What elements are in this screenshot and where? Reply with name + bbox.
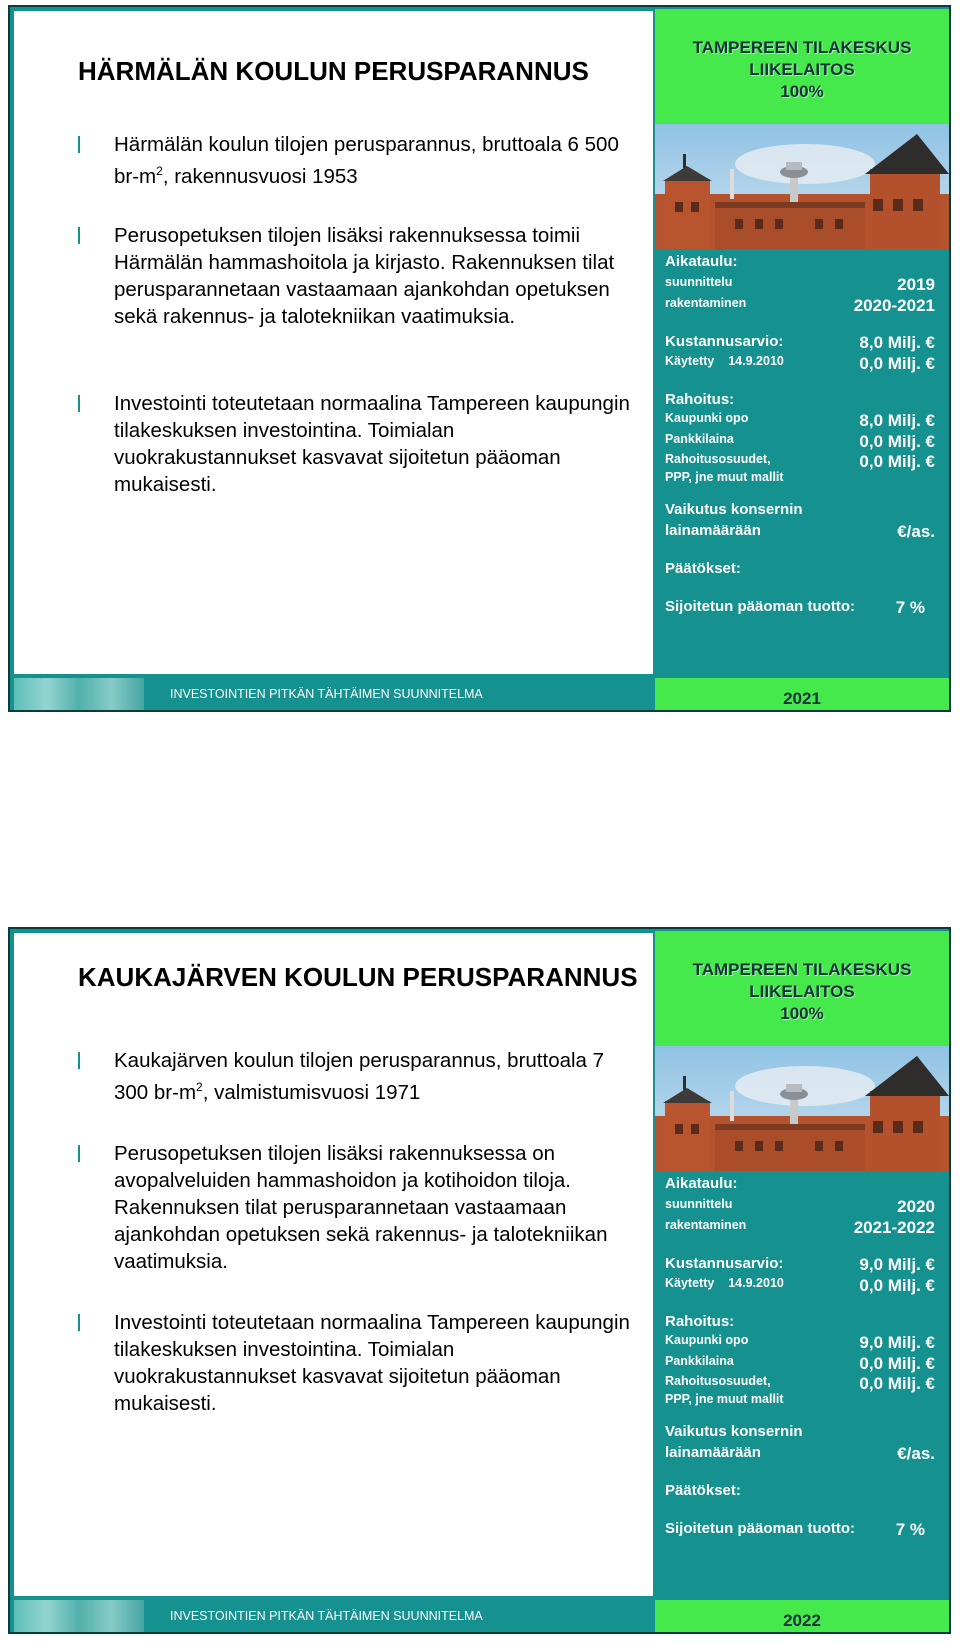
city-funding-label: Kaupunki opo <box>665 411 749 425</box>
bullet-marker <box>78 136 80 153</box>
planning-value: 2019 <box>897 275 935 294</box>
cost-estimate-value: 9,0 Milj. € <box>859 1255 935 1274</box>
footer-text: INVESTOINTIEN PITKÄN TÄHTÄIMEN SUUNNITELMA <box>170 687 483 701</box>
footer-year: 2021 <box>655 678 949 710</box>
footer-thumbnail-strip <box>14 1600 144 1632</box>
return-value: 7 % <box>895 598 925 617</box>
org-name: TAMPEREEN TILAKESKUS <box>692 960 912 979</box>
schedule-heading: Aikataulu: <box>665 253 738 270</box>
funding-shares-label: Rahoitusosuudet, <box>665 1374 771 1388</box>
planning-label: suunnittelu <box>665 275 733 289</box>
bullet-superscript: 2 <box>196 1080 203 1094</box>
bank-loan-value: 0,0 Milj. € <box>859 1354 935 1373</box>
used-value: 0,0 Milj. € <box>859 1276 935 1295</box>
bank-loan-label: Pankkilaina <box>665 1354 734 1368</box>
organization-box <box>655 9 949 124</box>
bullet-text: Härmälän koulun tilojen perusparannus, bruttoala 6 500 br-m <box>114 133 619 188</box>
bullet-item <box>78 1140 634 1275</box>
return-label: Sijoitetun pääoman tuotto: <box>665 1520 855 1537</box>
city-funding-value: 8,0 Milj. € <box>859 411 935 430</box>
planning-value: 2020 <box>897 1197 935 1216</box>
bullet-marker <box>78 1145 80 1162</box>
cost-estimate-label: Kustannusarvio: <box>665 1255 784 1272</box>
used-label: Käytetty 14.9.2010 <box>665 1276 784 1290</box>
org-share: 100% <box>780 82 824 101</box>
cost-estimate-label: Kustannusarvio: <box>665 333 784 350</box>
impact-label-line2: lainamäärään <box>665 522 761 539</box>
bullet-marker <box>78 395 80 412</box>
bullet-item <box>78 222 634 330</box>
bank-loan-value: 0,0 Milj. € <box>859 432 935 451</box>
impact-value: €/as. <box>897 1444 935 1463</box>
footer-thumbnail-strip <box>14 678 144 710</box>
footer-text: INVESTOINTIEN PITKÄN TÄHTÄIMEN SUUNNITELMA <box>170 1609 483 1623</box>
bank-loan-label: Pankkilaina <box>665 432 734 446</box>
funding-shares-value: 0,0 Milj. € <box>859 1374 935 1393</box>
building-photo-image <box>655 124 949 249</box>
city-funding-value: 9,0 Milj. € <box>859 1333 935 1352</box>
used-value: 0,0 Milj. € <box>859 354 935 373</box>
bullet-text-tail: , valmistumisvuosi 1971 <box>202 1080 421 1104</box>
city-funding-label: Kaupunki opo <box>665 1333 749 1347</box>
org-type: LIIKELAITOS <box>749 982 855 1001</box>
bullet-text: Perusopetuksen tilojen lisäksi rakennuksessa on avopalveluiden hammashoidon ja kotihoidon tiloja. Rakennuksen tilat perusparannetaan vastaamaan ajankohdan opetuksen sekä rakennus- ja talotekniikan vaatimuksia. <box>114 1142 608 1273</box>
bullet-text: Perusopetuksen tilojen lisäksi rakennuksessa toimii Härmälän hammashoitola ja kirjasto. Rakennuksen tilat perusparannetaan vastaamaan ajankohdan opetuksen sekä rakennus- ja talotekniikan vaatimuksia. <box>114 224 615 328</box>
ppp-label: PPP, jne muut mallit <box>665 1392 784 1406</box>
slide-content-panel <box>14 933 653 1596</box>
slide-1 <box>8 5 951 712</box>
footer-year: 2022 <box>655 1600 949 1632</box>
project-info-panel <box>655 7 949 670</box>
slide-2 <box>8 927 951 1634</box>
decisions-heading: Päätökset: <box>665 560 741 577</box>
organization-box <box>655 931 949 1046</box>
bullet-superscript: 2 <box>156 164 163 178</box>
funding-heading: Rahoitus: <box>665 391 735 408</box>
decisions-heading: Päätökset: <box>665 1482 741 1499</box>
project-info-panel <box>655 929 949 1592</box>
bullet-marker <box>78 1052 80 1069</box>
org-name: TAMPEREEN TILAKESKUS <box>692 38 912 57</box>
cost-estimate-value: 8,0 Milj. € <box>859 333 935 352</box>
impact-value: €/as. <box>897 522 935 541</box>
building-photo-image <box>655 1046 949 1171</box>
used-date: 14.9.2010 <box>728 1276 784 1290</box>
return-value: 7 % <box>895 1520 925 1539</box>
planning-label: suunnittelu <box>665 1197 733 1211</box>
schedule-section <box>665 253 935 620</box>
bullet-item <box>78 390 634 498</box>
bullet-text: Kaukajärven koulun tilojen perusparannus, bruttoala 7 300 br-m <box>114 1049 605 1104</box>
slide-footer <box>10 1596 949 1632</box>
bullet-item <box>78 1047 634 1106</box>
slide-title: HÄRMÄLÄN KOULUN PERUSPARANNUS <box>78 56 589 86</box>
schedule-section <box>665 1175 935 1542</box>
building-photo <box>655 124 949 249</box>
slide-title: KAUKAJÄRVEN KOULUN PERUSPARANNUS <box>78 962 638 992</box>
bullet-marker <box>78 1314 80 1331</box>
used-date: 14.9.2010 <box>728 354 784 368</box>
schedule-heading: Aikataulu: <box>665 1175 738 1192</box>
construction-value: 2021-2022 <box>853 1218 935 1237</box>
used-label: Käytetty 14.9.2010 <box>665 354 784 368</box>
bullet-item <box>78 1309 634 1417</box>
org-share: 100% <box>780 1004 824 1023</box>
bullet-text: Investointi toteutetaan normaalina Tampereen kaupungin tilakeskuksen investointina. Toimialan vuokrakustannukset kasvavat sijoitetun pääoman mukaisesti. <box>114 1311 630 1415</box>
building-photo <box>655 1046 949 1171</box>
bullet-marker <box>78 227 80 244</box>
org-type: LIIKELAITOS <box>749 60 855 79</box>
construction-value: 2020-2021 <box>853 296 935 315</box>
funding-shares-label: Rahoitusosuudet, <box>665 452 771 466</box>
construction-label: rakentaminen <box>665 1218 747 1232</box>
funding-shares-value: 0,0 Milj. € <box>859 452 935 471</box>
bullet-item <box>78 131 634 190</box>
impact-label-line2: lainamäärään <box>665 1444 761 1461</box>
return-label: Sijoitetun pääoman tuotto: <box>665 598 855 615</box>
impact-label-line1: Vaikutus konsernin <box>665 501 803 518</box>
slide-content-panel <box>14 11 653 674</box>
funding-heading: Rahoitus: <box>665 1313 735 1330</box>
bullet-text: Investointi toteutetaan normaalina Tampereen kaupungin tilakeskuksen investointina. Toimialan vuokrakustannukset kasvavat sijoitetun pääoman mukaisesti. <box>114 392 630 496</box>
ppp-label: PPP, jne muut mallit <box>665 470 784 484</box>
impact-label-line1: Vaikutus konsernin <box>665 1423 803 1440</box>
bullet-text-tail: , rakennusvuosi 1953 <box>162 164 358 188</box>
slide-footer <box>10 674 949 710</box>
construction-label: rakentaminen <box>665 296 747 310</box>
